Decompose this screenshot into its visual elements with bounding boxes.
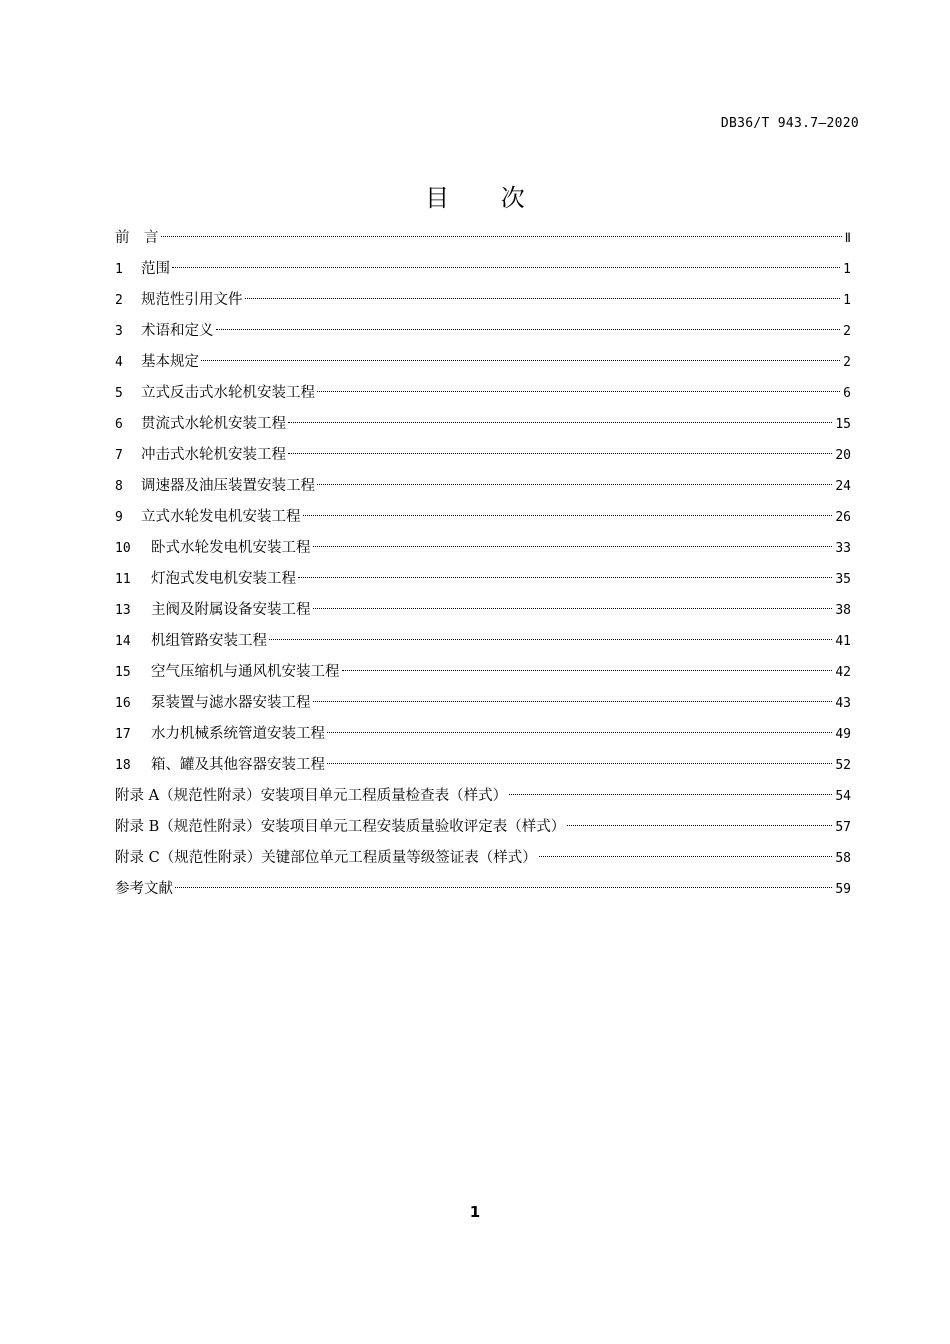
toc-entry-text	[115, 288, 243, 313]
document-code: DB36/T 943.7—2020	[720, 116, 859, 131]
toc-entry-number: 15	[115, 665, 131, 680]
toc-entry-page: 2	[843, 324, 851, 339]
toc-entry-page: 1	[843, 262, 851, 277]
toc-dot-leader	[509, 794, 832, 795]
toc-dot-leader	[201, 360, 840, 361]
toc-entry-text	[115, 381, 315, 406]
toc-entry-label: 箱、罐及其他容器安装工程	[151, 757, 325, 773]
toc-entry-text	[115, 629, 267, 654]
toc-entry[interactable]	[115, 567, 851, 598]
toc-entry-number: 2	[115, 293, 123, 308]
toc-entry-number: 18	[115, 758, 131, 773]
toc-entry-label: 参考文献	[115, 881, 173, 897]
toc-dot-leader	[539, 856, 833, 857]
toc-entry-text	[115, 722, 325, 747]
toc-entry-number: 10	[115, 541, 131, 556]
toc-dot-leader	[269, 639, 832, 640]
toc-entry-number: 16	[115, 696, 131, 711]
toc-entry[interactable]	[115, 784, 851, 815]
toc-entry-text	[115, 753, 325, 778]
toc-entry[interactable]	[115, 319, 851, 350]
toc-dot-leader	[175, 887, 832, 888]
toc-dot-leader	[288, 453, 832, 454]
toc-entry-label: 水力机械系统管道安装工程	[151, 726, 325, 742]
toc-entry-number: 1	[115, 262, 123, 277]
toc-entry-label: 贯流式水轮机安装工程	[141, 416, 286, 432]
toc-entry-label: 冲击式水轮机安装工程	[141, 447, 286, 463]
toc-entry-page: Ⅱ	[844, 231, 851, 246]
toc-entry[interactable]	[115, 381, 851, 412]
toc-dot-leader	[342, 670, 833, 671]
toc-entry[interactable]	[115, 846, 851, 877]
toc-entry-number: 17	[115, 727, 131, 742]
toc-entry-page: 42	[835, 665, 851, 680]
toc-entry-text	[115, 443, 286, 468]
toc-entry-page: 35	[835, 572, 851, 587]
toc-entry-page: 15	[835, 417, 851, 432]
toc-entry[interactable]	[115, 350, 851, 381]
toc-dot-leader	[327, 763, 832, 764]
toc-entry-text	[115, 474, 315, 499]
toc-entry[interactable]	[115, 691, 851, 722]
toc-entry-label: 机组管路安装工程	[151, 633, 267, 649]
toc-dot-leader	[303, 515, 833, 516]
toc-entry-text	[115, 536, 311, 561]
toc-entry-page: 24	[835, 479, 851, 494]
toc-entry-text	[115, 226, 159, 250]
toc-entry-number: 5	[115, 386, 123, 401]
toc-entry-number: 6	[115, 417, 123, 432]
toc-entry-text	[115, 660, 340, 685]
toc-entry-text	[115, 257, 170, 282]
toc-dot-leader	[216, 329, 841, 330]
toc-title: 目 次	[425, 184, 547, 212]
toc-entry-label: 调速器及油压装置安装工程	[141, 478, 315, 494]
toc-dot-leader	[172, 267, 840, 268]
toc-dot-leader	[317, 484, 832, 485]
toc-dot-leader	[327, 732, 832, 733]
toc-entry-page: 54	[835, 789, 851, 804]
toc-entry[interactable]	[115, 722, 851, 753]
toc-entry-page: 59	[835, 882, 851, 897]
toc-dot-leader	[317, 391, 840, 392]
toc-dot-leader	[288, 422, 832, 423]
toc-entry-text	[115, 505, 301, 530]
toc-entry-text	[115, 319, 214, 344]
toc-entry[interactable]	[115, 226, 851, 257]
toc-dot-leader	[567, 825, 832, 826]
toc-entry-page: 49	[835, 727, 851, 742]
toc-entry-page: 57	[835, 820, 851, 835]
toc-entry-label: 规范性引用文件	[141, 292, 243, 308]
toc-entry-label: 立式水轮发电机安装工程	[141, 509, 301, 525]
toc-entry-label: 空气压缩机与通风机安装工程	[151, 664, 340, 680]
toc-entry-text	[115, 784, 507, 808]
toc-entry-page: 6	[843, 386, 851, 401]
toc-entry-page: 58	[835, 851, 851, 866]
toc-entry-text	[115, 567, 296, 592]
toc-entry-text	[115, 815, 565, 839]
toc-entry-label: 泵装置与滤水器安装工程	[151, 695, 311, 711]
toc-entry[interactable]	[115, 598, 851, 629]
page-number: 1	[469, 1203, 481, 1221]
toc-entry[interactable]	[115, 412, 851, 443]
toc-entry[interactable]	[115, 505, 851, 536]
toc-entry-label: 卧式水轮发电机安装工程	[151, 540, 311, 556]
toc-entry-label: 范围	[141, 261, 170, 277]
toc-entry-label: 附录 C（规范性附录）关键部位单元工程质量等级签证表（样式）	[115, 850, 537, 866]
toc-entry-number: 11	[115, 572, 131, 587]
toc-entry[interactable]	[115, 629, 851, 660]
toc-entry[interactable]	[115, 536, 851, 567]
toc-entry-number: 8	[115, 479, 123, 494]
toc-dot-leader	[313, 608, 833, 609]
toc-entry-label: 灯泡式发电机安装工程	[151, 571, 296, 587]
toc-entry-number: 3	[115, 324, 123, 339]
toc-dot-leader	[313, 546, 833, 547]
toc-entry-label: 术语和定义	[141, 323, 214, 339]
toc-entry-text	[115, 846, 537, 870]
toc-entry-text	[115, 412, 286, 437]
toc-entry[interactable]	[115, 288, 851, 319]
toc-entry-text	[115, 691, 311, 716]
toc-dot-leader	[313, 701, 833, 702]
toc-dot-leader	[245, 298, 841, 299]
toc-entry-page: 20	[835, 448, 851, 463]
toc-entry[interactable]	[115, 257, 851, 288]
toc-entry-number: 14	[115, 634, 131, 649]
toc-entry-label: 前 言	[115, 230, 159, 246]
toc-entry[interactable]	[115, 474, 851, 505]
toc-entry-page: 38	[835, 603, 851, 618]
toc-entry-page: 43	[835, 696, 851, 711]
toc-entry[interactable]	[115, 660, 851, 691]
toc-entry-page: 2	[843, 355, 851, 370]
toc-entry-number: 9	[115, 510, 123, 525]
table-of-contents	[115, 226, 851, 908]
toc-entry-number: 7	[115, 448, 123, 463]
toc-entry[interactable]	[115, 815, 851, 846]
toc-entry-page: 1	[843, 293, 851, 308]
toc-entry-page: 52	[835, 758, 851, 773]
toc-entry-page: 33	[835, 541, 851, 556]
toc-entry[interactable]	[115, 877, 851, 908]
toc-entry-label: 主阀及附属设备安装工程	[151, 602, 311, 618]
toc-entry[interactable]	[115, 443, 851, 474]
toc-entry-page: 41	[835, 634, 851, 649]
toc-entry-label: 附录 B（规范性附录）安装项目单元工程安装质量验收评定表（样式）	[115, 819, 566, 835]
toc-entry-label: 基本规定	[141, 354, 199, 370]
toc-entry-number: 4	[115, 355, 123, 370]
toc-entry-text	[115, 598, 311, 623]
toc-entry-label: 附录 A（规范性附录）安装项目单元工程质量检查表（样式）	[115, 788, 508, 804]
toc-dot-leader	[161, 236, 842, 237]
toc-entry-text	[115, 350, 199, 375]
toc-entry[interactable]	[115, 753, 851, 784]
toc-entry-page: 26	[835, 510, 851, 525]
toc-entry-label: 立式反击式水轮机安装工程	[141, 385, 315, 401]
toc-dot-leader	[298, 577, 832, 578]
toc-entry-number: 13	[115, 603, 131, 618]
toc-entry-text	[115, 877, 173, 901]
